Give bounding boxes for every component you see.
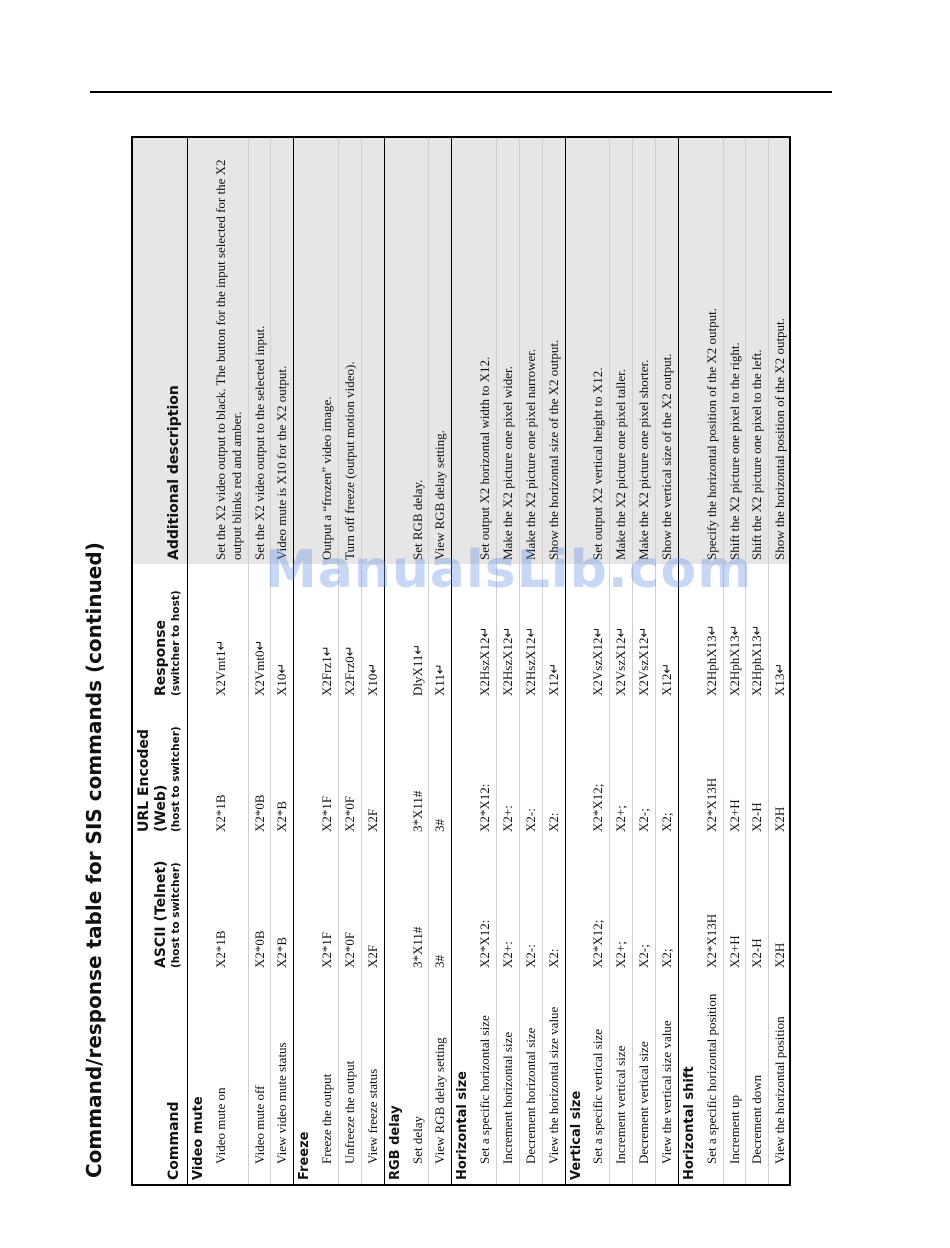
table-row — [429, 138, 452, 1184]
header-response: Response (switcher to host) — [133, 564, 187, 700]
ascii-cell: X2F — [361, 836, 384, 972]
header-command: Command — [133, 972, 187, 1184]
table-row — [542, 138, 565, 1184]
ascii-cell: X2-; — [633, 836, 656, 972]
ascii-cell: X2*0B — [248, 836, 271, 972]
url-cell: X2+H — [723, 700, 746, 836]
sis-command-table-frame — [131, 136, 791, 1186]
section-description-cell — [384, 138, 406, 564]
command-cell: Increment vertical size — [610, 972, 633, 1184]
command-cell: Freeze the output — [319, 1073, 335, 1164]
description-cell: Make the X2 picture one pixel shorter. — [633, 138, 656, 564]
watermark: ManualsLib.com — [265, 540, 753, 600]
response-cell: X2VszX12↵ — [590, 626, 606, 696]
ascii-cell: X2*X12: — [477, 919, 493, 968]
ascii-cell: X2*B — [271, 836, 294, 972]
table-row — [361, 138, 384, 1184]
response-cell: X2Frz1↵ — [319, 645, 335, 696]
url-cell: X2*0F — [338, 700, 361, 836]
description-cell: View RGB delay setting. — [429, 138, 452, 564]
command-cell: Video mute on — [212, 1087, 228, 1164]
section-title: Vertical size — [565, 564, 587, 1184]
section-description-cell — [678, 138, 700, 564]
response-cell: X2HphX13↵ — [703, 624, 719, 696]
ascii-cell: X2+; — [610, 836, 633, 972]
command-cell: Decrement down — [746, 972, 769, 1184]
description-cell — [361, 138, 384, 564]
response-cell: X12↵ — [542, 564, 565, 700]
description-cell: Shift the X2 picture one pixel to the left. — [746, 138, 769, 564]
ascii-cell: 3*X11# — [409, 926, 425, 968]
url-cell: X2*0B — [248, 700, 271, 836]
section-description-cell — [294, 138, 316, 564]
response-cell: X10↵ — [271, 564, 294, 700]
table-row — [496, 138, 519, 1184]
table-row — [587, 138, 609, 1184]
section-header-row — [384, 138, 406, 1184]
section-title: RGB delay — [384, 564, 406, 1184]
description-cell: Specify the horizontal position of the X2 output. — [701, 138, 723, 564]
description-cell: Set output X2 vertical height to X12. — [587, 138, 609, 564]
header-url: URL Encoded (Web) (host to switcher) — [133, 700, 187, 836]
response-cell: X10↵ — [361, 564, 384, 700]
url-cell: X2H — [769, 700, 791, 836]
response-cell: X13↵ — [769, 564, 791, 700]
page-title: Command/response table for SIS commands (continued) — [82, 542, 106, 1178]
ascii-cell: X2; — [656, 836, 679, 972]
url-cell: X2-H — [746, 700, 769, 836]
command-cell: View the horizontal size value — [542, 972, 565, 1184]
top-rule — [90, 91, 832, 93]
command-cell: Set a specific horizontal position — [703, 993, 719, 1164]
ascii-cell: X2-H — [746, 836, 769, 972]
response-cell: X11↵ — [429, 564, 452, 700]
url-cell: X2F — [361, 700, 384, 836]
ascii-cell: X2-: — [519, 836, 542, 972]
response-cell: X2HszX12↵ — [519, 564, 542, 700]
command-cell: View the horizontal position — [769, 972, 791, 1184]
description-cell: Make the X2 picture one pixel wider. — [496, 138, 519, 564]
description-cell: Show the horizontal position of the X2 output. — [769, 138, 791, 564]
description-cell: Output a “frozen” video image. — [316, 138, 338, 564]
description-cell: Make the X2 picture one pixel taller. — [610, 138, 633, 564]
section-description-cell — [452, 138, 474, 564]
section-title: Freeze — [294, 564, 316, 1184]
description-cell: Show the vertical size of the X2 output. — [656, 138, 679, 564]
section-title: Horizontal size — [452, 564, 474, 1184]
command-cell: Decrement vertical size — [633, 972, 656, 1184]
url-cell: 3# — [429, 700, 452, 836]
command-cell: Set a specific vertical size — [590, 1029, 606, 1164]
table-row — [210, 138, 248, 1184]
description-cell: Show the horizontal size of the X2 output. — [542, 138, 565, 564]
section-title: Video mute — [187, 564, 209, 1184]
response-cell: X2VszX12↵ — [610, 564, 633, 700]
header-description: Additional description — [133, 138, 187, 564]
response-cell: X2HphX13↵ — [746, 564, 769, 700]
response-cell: DlyX11↵ — [409, 643, 425, 696]
url-cell: X2*X12: — [477, 783, 493, 832]
table-row — [316, 138, 338, 1184]
description-cell: Video mute is X10 for the X2 output. — [271, 138, 294, 564]
sis-command-table — [133, 138, 791, 1184]
url-cell: X2; — [656, 700, 679, 836]
section-title: Horizontal shift — [678, 564, 700, 1184]
ascii-cell: 3# — [429, 836, 452, 972]
command-cell: Unfreeze the output — [338, 972, 361, 1184]
response-cell: X2Vmt1↵ — [212, 639, 228, 696]
table-row — [474, 138, 496, 1184]
url-cell: X2*X12; — [590, 783, 606, 832]
ascii-cell: X2H — [769, 836, 791, 972]
url-cell: X2*X13H — [703, 777, 719, 832]
section-header-row — [187, 138, 209, 1184]
description-cell: Set the X2 video output to black. The button for the input selected for the X2 output blinks red and amber. — [210, 138, 248, 564]
url-cell: X2+; — [610, 700, 633, 836]
section-header-row — [452, 138, 474, 1184]
table-row — [701, 138, 723, 1184]
section-header-row — [294, 138, 316, 1184]
url-cell: X2+: — [496, 700, 519, 836]
url-cell: X2*1B — [212, 794, 228, 832]
table-row — [271, 138, 294, 1184]
response-cell: X12↵ — [656, 564, 679, 700]
rotated-table-wrapper — [133, 138, 789, 1184]
description-cell: Turn off freeze (output motion video). — [338, 138, 361, 564]
command-cell: View RGB delay setting — [429, 972, 452, 1184]
description-cell: Set the X2 video output to the selected input. — [248, 138, 271, 564]
response-cell: X2VszX12↵ — [633, 564, 656, 700]
table-header-row — [133, 138, 187, 1184]
command-cell: Video mute off — [248, 972, 271, 1184]
ascii-cell: X2*1B — [212, 930, 228, 968]
section-header-row — [678, 138, 700, 1184]
response-cell: X2Frz0↵ — [338, 564, 361, 700]
table-row — [248, 138, 271, 1184]
section-header-row — [565, 138, 587, 1184]
description-cell: Make the X2 picture one pixel narrower. — [519, 138, 542, 564]
table-row — [746, 138, 769, 1184]
response-cell: X2Vmt0↵ — [248, 564, 271, 700]
url-cell: X2-; — [633, 700, 656, 836]
table-row — [769, 138, 791, 1184]
response-cell: X2HszX12↵ — [496, 564, 519, 700]
command-cell: Increment up — [723, 972, 746, 1184]
url-cell: X2: — [542, 700, 565, 836]
header-ascii: ASCII (Telnet) (host to switcher) — [133, 836, 187, 972]
command-cell: Increment horizontal size — [496, 972, 519, 1184]
table-row — [723, 138, 746, 1184]
table-row — [610, 138, 633, 1184]
description-cell: Shift the X2 picture one pixel to the right. — [723, 138, 746, 564]
section-description-cell — [187, 138, 209, 564]
description-cell: Set RGB delay. — [407, 138, 429, 564]
ascii-cell: X2+: — [496, 836, 519, 972]
ascii-cell: X2*X13H — [703, 913, 719, 968]
url-cell: X2-: — [519, 700, 542, 836]
command-cell: View freeze status — [361, 972, 384, 1184]
url-cell: X2*1F — [319, 795, 335, 832]
table-body — [187, 138, 791, 1184]
ascii-cell: X2*0F — [338, 836, 361, 972]
table-row — [519, 138, 542, 1184]
table-row — [656, 138, 679, 1184]
ascii-cell: X2: — [542, 836, 565, 972]
command-cell: Set delay — [409, 1115, 425, 1164]
ascii-cell: X2+H — [723, 836, 746, 972]
table-row — [633, 138, 656, 1184]
description-cell: Set output X2 horizontal width to X12. — [474, 138, 496, 564]
command-cell: View video mute status — [271, 972, 294, 1184]
table-row — [407, 138, 429, 1184]
command-cell: Set a specific horizontal size — [477, 1015, 493, 1164]
ascii-cell: X2*X12; — [590, 919, 606, 968]
table-row — [338, 138, 361, 1184]
command-cell: Decrement horizontal size — [519, 972, 542, 1184]
response-cell: X2HphX13↵ — [723, 564, 746, 700]
command-cell: View the vertical size value — [656, 972, 679, 1184]
section-description-cell — [565, 138, 587, 564]
url-cell: 3*X11# — [409, 790, 425, 832]
ascii-cell: X2*1F — [319, 931, 335, 968]
response-cell: X2HszX12↵ — [477, 626, 493, 696]
url-cell: X2*B — [271, 700, 294, 836]
